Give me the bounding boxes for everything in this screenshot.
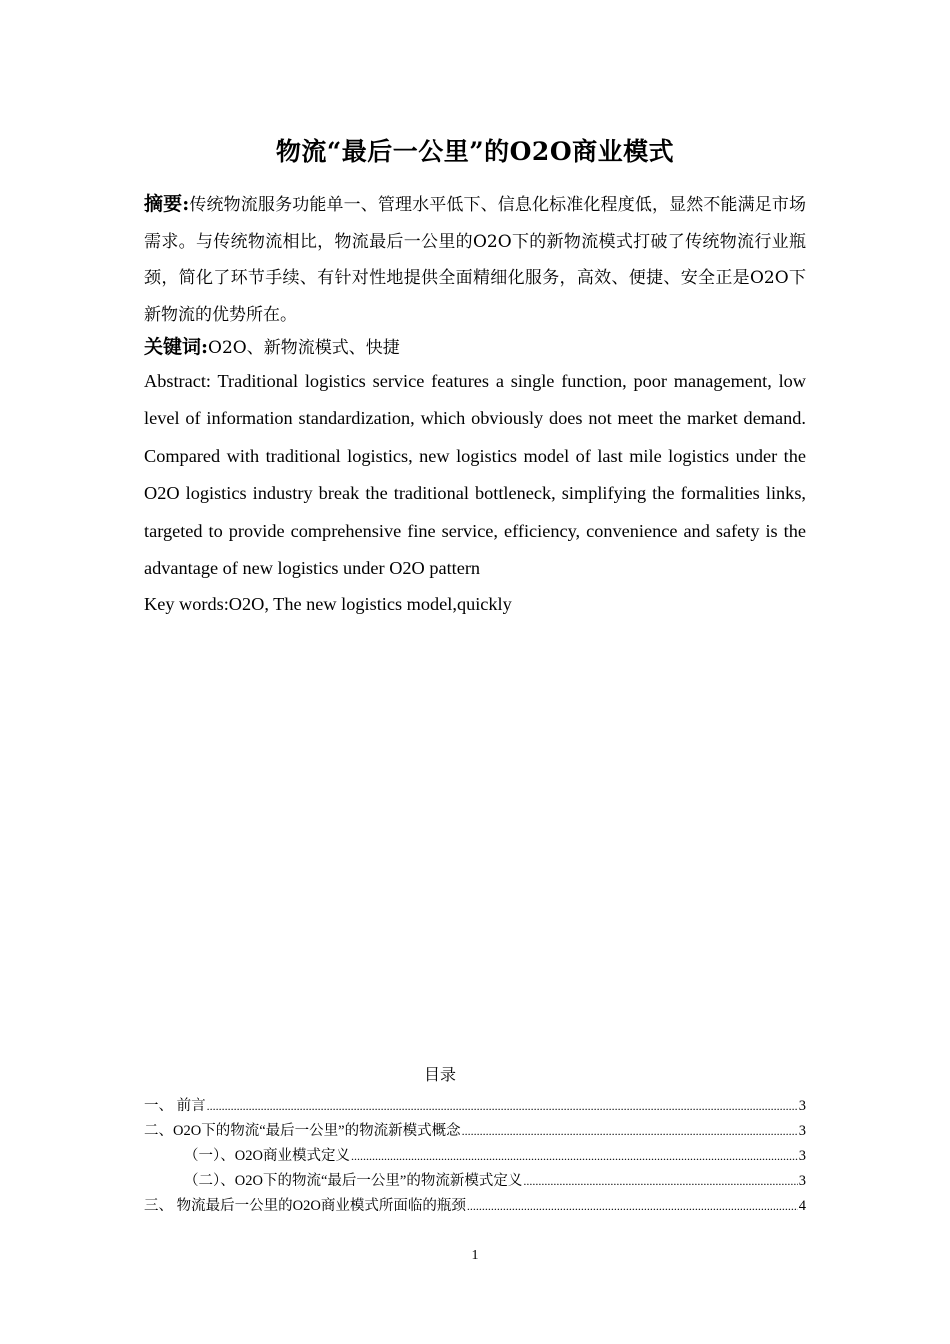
toc-leader-dots [523,1174,797,1189]
toc-entry[interactable] [144,1119,806,1144]
toc-entry-page: 3 [798,1173,806,1189]
toc-entry-page: 3 [798,1123,806,1139]
abstract-text: 传统物流服务功能单一、管理水平低下、信息化标准化程度低，显然不能满足市场需求。与传统物流相比，物流最后一公里的O2O下的新物流模式打破了传统物流行业瓶颈，简化了环节手续、有针对性地提供全面精细化服务，高效、便捷、安全正是O2O下新物流的优势所在。 [144,195,807,325]
keywords-text: O2O、新物流模式、快捷 [208,338,400,358]
toc-entry-label: 一、 前言 [144,1098,206,1114]
toc-entry-label: （一）、O2O商业模式定义 [184,1148,350,1164]
toc-entry[interactable] [144,1194,806,1219]
toc-entry-page: 3 [798,1098,806,1114]
toc-leader-dots [462,1124,798,1139]
chinese-abstract [144,186,806,333]
toc-entry-label: 三、 物流最后一公里的O2O商业模式所面临的瓶颈 [144,1198,466,1214]
english-keywords: Key words:O2O, The new logistics model,quickly [144,594,512,614]
page-number: 1 [471,1248,479,1263]
toc-leader-dots [207,1099,798,1114]
toc-entry-page: 3 [798,1148,806,1164]
toc-entry-page: 4 [798,1198,806,1214]
table-of-contents [144,1094,806,1219]
toc-entry-label: （二）、O2O下的物流“最后一公里”的物流新模式定义 [184,1173,523,1189]
abstract-label: 摘要: [144,193,190,215]
document-title: 物流“最后一公里”的O2O商业模式 [275,137,675,166]
toc-leader-dots [351,1149,798,1164]
toc-entry-label: 二、O2O下的物流“最后一公里”的物流新模式概念 [144,1123,461,1139]
keywords-label: 关键词: [144,336,209,358]
chinese-keywords [144,332,806,363]
toc-entry[interactable] [144,1094,806,1119]
toc-leader-dots [467,1199,798,1214]
toc-entry[interactable] [144,1169,806,1194]
english-abstract: Abstract: Traditional logistics service features a single function, poor management, low level of information standardization, which obviously does not meet the market demand. Compared with traditional logistics, new logistics model of last mile logistics under the O2O logistics industry break the traditional bottleneck, simplifying the formalities links, targeted to provide comprehensive fine service, efficiency, convenience and safety is the advantage of new logistics under O2O pattern [144,371,806,579]
toc-title: 目录 [423,1065,456,1084]
toc-entry[interactable] [144,1144,806,1169]
